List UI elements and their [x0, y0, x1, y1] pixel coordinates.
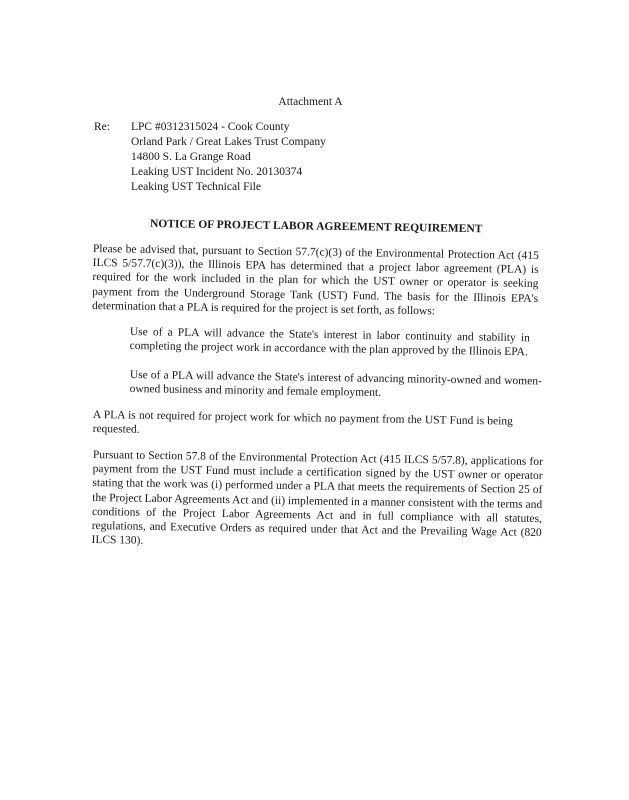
- notice-title: NOTICE OF PROJECT LABOR AGREEMENT REQUIREMENT: [149, 218, 483, 236]
- re-line-lpc: LPC #0312315024 - Cook County: [131, 121, 290, 133]
- re-lines: [131, 120, 326, 195]
- certification-paragraph: Pursuant to Section 57.8 of the Environmental Protection Act (415 ILCS 5/57.8), applications for payment from the UST Fund must include a certification signed by the UST owner or operator stating that the work was (i) performed under a PLA that meets the requirements of Section 25 of the Project Labor Agreements Act and (ii) implemented in a manner consistent with the terms and conditions of the Project Labor Agreements Act and in full compliance with all statutes, regulations, and Executive Orders as required under that Act and the Prevailing Wage Act (820 ILCS 130).: [91, 448, 543, 548]
- re-line-incident: Leaking UST Incident No. 20130374: [131, 166, 303, 178]
- basis-item-minority-business: Use of a PLA will advance the State's interest of advancing minority-owned and women-owned business and minority and female employment.: [129, 368, 542, 400]
- re-label: Re:: [94, 121, 110, 133]
- attachment-label: Attachment A: [278, 96, 343, 108]
- basis-item-labor-continuity: Use of a PLA will advance the State's interest in labor continuity and stability in completing the project work in accordance with the plan approved by the Illinois EPA.: [129, 325, 530, 359]
- intro-paragraph: Please be advised that, pursuant to Section 57.7(c)(3) of the Environmental Protection Act (415 ILCS 5/57.7(c)(3)), the Illinois EPA has determined that a project labor agreement (PLA) is required for the work included in the plan for which the UST owner or operator is seeking payment from the Underground Storage Tank (UST) Fund. The basis for the Illinois EPA's determination that a PLA is required for the project is set forth, as follows:: [91, 242, 539, 318]
- re-line-address: 14800 S. La Grange Road: [131, 151, 251, 163]
- re-line-file: Leaking UST Technical File: [131, 181, 262, 193]
- pla-not-required-paragraph: A PLA is not required for project work for which no payment from the UST Fund is being requested.: [92, 408, 513, 436]
- re-line-owner: Orland Park / Great Lakes Trust Company: [131, 136, 326, 148]
